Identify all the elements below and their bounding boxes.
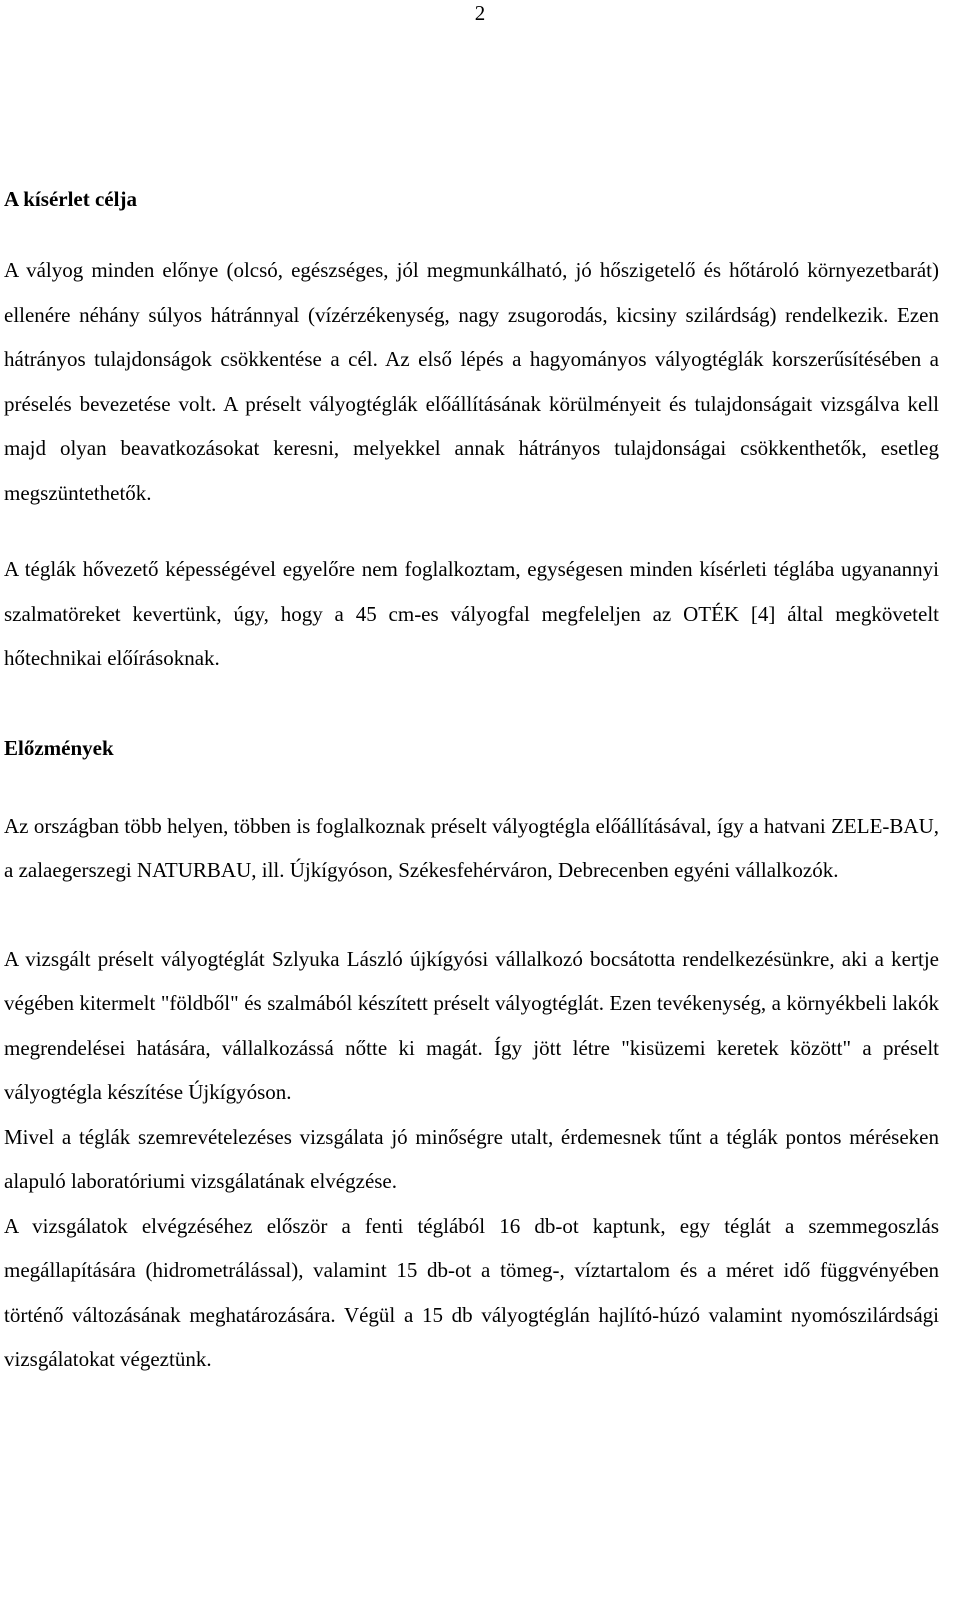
paragraph-goal-heat: A téglák hővezető képességével egyelőre nem foglalkoztam, egységesen minden kísérleti téglába ugyanannyi szalmatöreket kevertünk, úgy, hogy a 45 cm-es vályogfal megfeleljen az OTÉK [4] által megkövetelt hőtechnikai előírásoknak. (4, 557, 939, 670)
section-heading-goal: A kísérlet célja (4, 187, 137, 211)
paragraph-background-tests: A vizsgálatok elvégzéséhez először a fenti téglából 16 db-ot kaptunk, egy téglát a szemmegoszlás megállapítására (hidrometrálással), valamint 15 db-ot a tömeg-, víztartalom és a méret idő függvényében történő változásának meghatározására. Végül a 15 db vályogtéglán hajlító-húzó valamint nyomószilárdsági vizsgálatokat végeztünk. (4, 1213, 939, 1371)
paragraph-goal-intro: A vályog minden előnye (olcsó, egészséges, jól megmunkálható, jó hőszigetelő és hőtároló környezetbarát) ellenére néhány súlyos hátránnyal (vízérzékenység, nagy zsugorodás, kicsiny szilárdság) rendelkezik. Ezen hátrányos tulajdonságok csökkentése a cél. Az első lépés a hagyományos vályogtéglák korszerűsítésében a préselés bevezetése volt. A préselt vályogtéglák előállításának körülményeit és tulajdonságait vizsgálva kell majd olyan beavatkozásokat keresni, melyekkel annak hátrányos tulajdonságai csökkenthetők, esetleg megszüntethetők. (4, 258, 939, 505)
document-body (4, 186, 939, 1382)
paragraph-background-inspection: Mivel a téglák szemrevételezéses vizsgálata jó minőségre utalt, érdemesnek tűnt a téglák pontos méréseken alapuló laboratóriumi vizsgálatának elvégzése. (4, 1124, 939, 1193)
paragraph-background-producers: Az országban több helyen, többen is foglalkoznak préselt vályogtégla előállításával, így a hatvani ZELE-BAU, a zalaegerszegi NATURBAU, ill. Újkígyóson, Székesfehérváron, Debrecenben egyéni vállalkozók. (4, 813, 939, 882)
paragraph-background-supplier: A vizsgált préselt vályogtéglát Szlyuka László újkígyósi vállalkozó bocsátotta rendelkezésünkre, aki a kertje végében kitermelt "földből" és szalmából készített préselt vályogtéglát. Ezen tevékenység, a környékbeli lakók megrendelései hatására, vállalkozássá nőtte ki magát. Így jött létre "kisüzemi keretek között" a préselt vályogtégla készítése Újkígyóson. (4, 946, 939, 1104)
section-heading-background: Előzmények (4, 735, 114, 760)
page-number: 2 (474, 1, 486, 25)
